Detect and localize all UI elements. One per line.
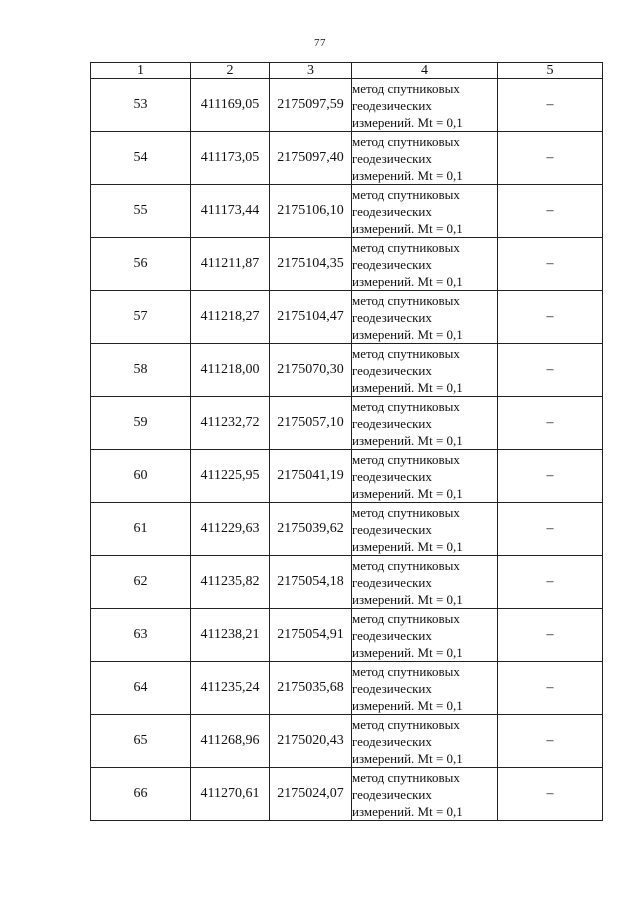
point-number-cell: 54 (91, 132, 191, 185)
point-number-cell: 63 (91, 609, 191, 662)
method-cell (352, 662, 498, 715)
x-coordinate-cell: 411225,95 (191, 450, 270, 503)
method-text-line: метод спутниковых (352, 610, 460, 626)
method-text-line: геодезических (352, 627, 432, 643)
method-cell (352, 768, 498, 821)
y-coordinate-cell: 2175035,68 (270, 662, 352, 715)
y-coordinate-cell: 2175104,47 (270, 291, 352, 344)
point-number-cell: 60 (91, 450, 191, 503)
method-text-line: измерений. Mt = 0,1 (352, 485, 463, 501)
method-cell (352, 238, 498, 291)
description-cell: – (498, 238, 603, 291)
y-coordinate-cell: 2175024,07 (270, 768, 352, 821)
column-header-4: 4 (352, 63, 498, 79)
method-text-line: геодезических (352, 256, 432, 272)
y-coordinate-cell: 2175039,62 (270, 503, 352, 556)
x-coordinate-cell: 411238,21 (191, 609, 270, 662)
description-cell: – (498, 768, 603, 821)
method-cell (352, 79, 498, 132)
method-text-line: метод спутниковых (352, 292, 460, 308)
point-number-cell: 56 (91, 238, 191, 291)
method-text-line: геодезических (352, 574, 432, 590)
method-text-line: измерений. Mt = 0,1 (352, 273, 463, 289)
method-cell (352, 450, 498, 503)
column-header-2: 2 (191, 63, 270, 79)
description-cell: – (498, 662, 603, 715)
description-cell: – (498, 397, 603, 450)
method-text-line: измерений. Mt = 0,1 (352, 538, 463, 554)
method-text-line: геодезических (352, 521, 432, 537)
point-number-cell: 61 (91, 503, 191, 556)
method-text-line: измерений. Mt = 0,1 (352, 750, 463, 766)
x-coordinate-cell: 411218,27 (191, 291, 270, 344)
description-cell: – (498, 450, 603, 503)
x-coordinate-cell: 411169,05 (191, 79, 270, 132)
table-row (91, 503, 603, 556)
table-row (91, 291, 603, 344)
x-coordinate-cell: 411211,87 (191, 238, 270, 291)
method-text-line: метод спутниковых (352, 504, 460, 520)
x-coordinate-cell: 411232,72 (191, 397, 270, 450)
method-text-line: измерений. Mt = 0,1 (352, 167, 463, 183)
method-text-line: измерений. Mt = 0,1 (352, 697, 463, 713)
coordinates-table (90, 62, 603, 821)
y-coordinate-cell: 2175041,19 (270, 450, 352, 503)
description-cell: – (498, 291, 603, 344)
column-header-5: 5 (498, 63, 603, 79)
method-text-line: метод спутниковых (352, 80, 460, 96)
y-coordinate-cell: 2175104,35 (270, 238, 352, 291)
x-coordinate-cell: 411270,61 (191, 768, 270, 821)
method-text-line: метод спутниковых (352, 557, 460, 573)
table-row (91, 344, 603, 397)
method-text-line: измерений. Mt = 0,1 (352, 114, 463, 130)
method-cell (352, 556, 498, 609)
method-text-line: измерений. Mt = 0,1 (352, 326, 463, 342)
table-row (91, 715, 603, 768)
method-text-line: метод спутниковых (352, 663, 460, 679)
table-body (91, 79, 603, 821)
description-cell: – (498, 79, 603, 132)
y-coordinate-cell: 2175097,59 (270, 79, 352, 132)
method-text-line: геодезических (352, 415, 432, 431)
x-coordinate-cell: 411235,24 (191, 662, 270, 715)
method-text-line: метод спутниковых (352, 769, 460, 785)
y-coordinate-cell: 2175097,40 (270, 132, 352, 185)
method-cell (352, 715, 498, 768)
description-cell: – (498, 503, 603, 556)
table-row (91, 609, 603, 662)
point-number-cell: 58 (91, 344, 191, 397)
y-coordinate-cell: 2175054,91 (270, 609, 352, 662)
method-cell (352, 344, 498, 397)
x-coordinate-cell: 411173,44 (191, 185, 270, 238)
y-coordinate-cell: 2175106,10 (270, 185, 352, 238)
description-cell: – (498, 344, 603, 397)
method-text-line: геодезических (352, 97, 432, 113)
y-coordinate-cell: 2175057,10 (270, 397, 352, 450)
method-text-line: геодезических (352, 362, 432, 378)
method-text-line: геодезических (352, 150, 432, 166)
point-number-cell: 59 (91, 397, 191, 450)
method-text-line: метод спутниковых (352, 239, 460, 255)
x-coordinate-cell: 411229,63 (191, 503, 270, 556)
method-text-line: измерений. Mt = 0,1 (352, 803, 463, 819)
table-row (91, 238, 603, 291)
x-coordinate-cell: 411218,00 (191, 344, 270, 397)
method-text-line: геодезических (352, 733, 432, 749)
y-coordinate-cell: 2175054,18 (270, 556, 352, 609)
method-text-line: геодезических (352, 786, 432, 802)
point-number-cell: 62 (91, 556, 191, 609)
method-text-line: измерений. Mt = 0,1 (352, 644, 463, 660)
y-coordinate-cell: 2175020,43 (270, 715, 352, 768)
method-text-line: геодезических (352, 680, 432, 696)
table-row (91, 450, 603, 503)
method-text-line: метод спутниковых (352, 398, 460, 414)
method-cell (352, 503, 498, 556)
table-row (91, 397, 603, 450)
method-text-line: метод спутниковых (352, 345, 460, 361)
point-number-cell: 66 (91, 768, 191, 821)
column-header-1: 1 (91, 63, 191, 79)
method-text-line: геодезических (352, 203, 432, 219)
point-number-cell: 53 (91, 79, 191, 132)
method-text-line: метод спутниковых (352, 716, 460, 732)
method-cell (352, 185, 498, 238)
table-row (91, 132, 603, 185)
description-cell: – (498, 132, 603, 185)
page-number: 77 (314, 37, 326, 49)
y-coordinate-cell: 2175070,30 (270, 344, 352, 397)
method-cell (352, 291, 498, 344)
method-text-line: геодезических (352, 468, 432, 484)
x-coordinate-cell: 411235,82 (191, 556, 270, 609)
point-number-cell: 65 (91, 715, 191, 768)
description-cell: – (498, 556, 603, 609)
table-row (91, 79, 603, 132)
table-row (91, 556, 603, 609)
method-cell (352, 609, 498, 662)
x-coordinate-cell: 411268,96 (191, 715, 270, 768)
method-text-line: метод спутниковых (352, 451, 460, 467)
method-text-line: измерений. Mt = 0,1 (352, 432, 463, 448)
point-number-cell: 57 (91, 291, 191, 344)
description-cell: – (498, 185, 603, 238)
table-header-row (91, 63, 603, 79)
method-text-line: метод спутниковых (352, 186, 460, 202)
x-coordinate-cell: 411173,05 (191, 132, 270, 185)
description-cell: – (498, 715, 603, 768)
table-row (91, 768, 603, 821)
table-row (91, 662, 603, 715)
point-number-cell: 64 (91, 662, 191, 715)
method-cell (352, 397, 498, 450)
table-row (91, 185, 603, 238)
method-text-line: измерений. Mt = 0,1 (352, 379, 463, 395)
method-text-line: геодезических (352, 309, 432, 325)
point-number-cell: 55 (91, 185, 191, 238)
column-header-3: 3 (270, 63, 352, 79)
method-text-line: измерений. Mt = 0,1 (352, 591, 463, 607)
method-text-line: метод спутниковых (352, 133, 460, 149)
description-cell: – (498, 609, 603, 662)
method-text-line: измерений. Mt = 0,1 (352, 220, 463, 236)
method-cell (352, 132, 498, 185)
